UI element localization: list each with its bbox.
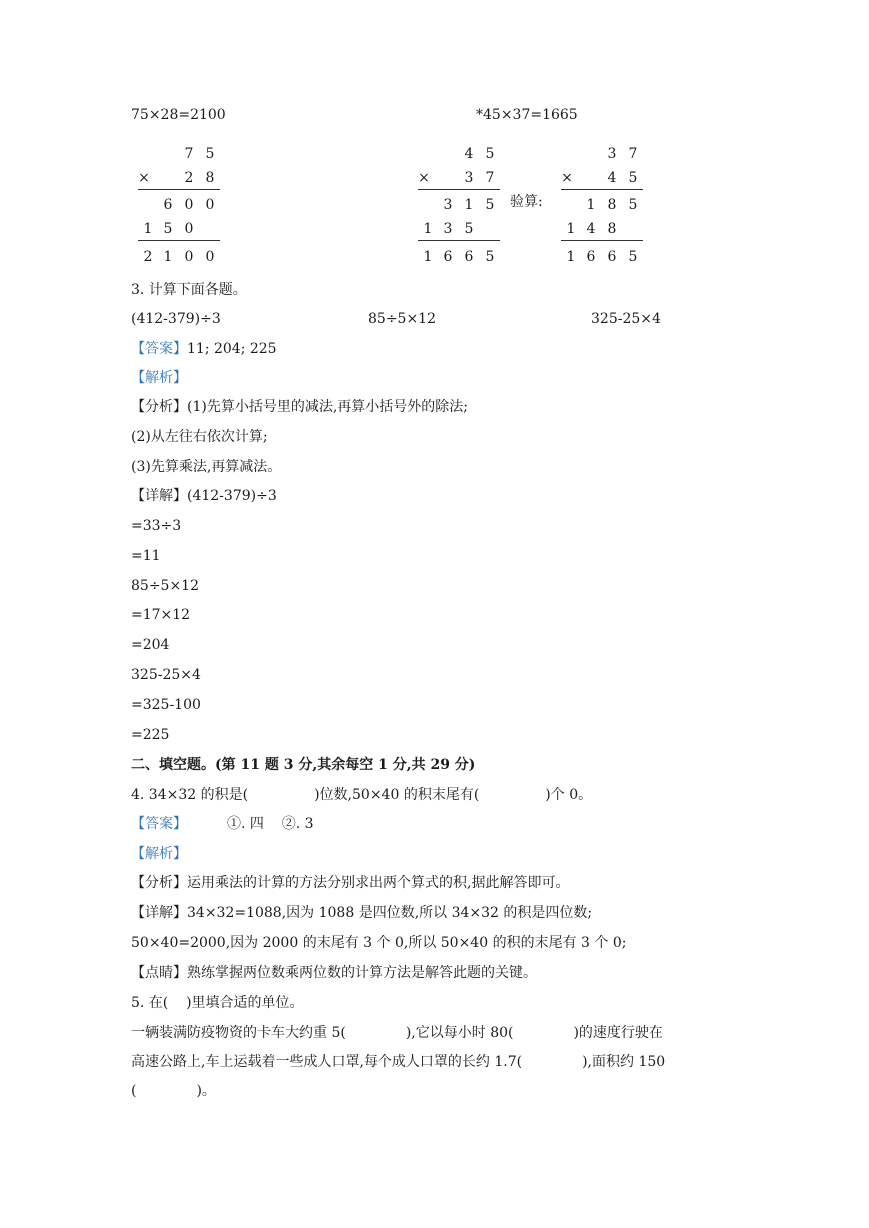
- q4-xiangjie-line: 【详解】34×32=1088,因为 1088 是四位数,所以 34×32 的积是四位数;: [131, 905, 593, 921]
- q3-step: 325-25×4: [131, 667, 201, 683]
- q3-fenxi-3: (3)先算乘法,再算减法。: [131, 459, 282, 475]
- q3-step: =17×12: [131, 607, 191, 623]
- answer-tag: 【答案】: [131, 816, 187, 832]
- q3-answer-line: [131, 340, 277, 358]
- q3-jiexi-tag: 【解析】: [131, 370, 187, 386]
- q3-step: =225: [131, 727, 170, 743]
- q4-answer: ①. 四 ②. 3: [227, 816, 314, 832]
- q3-fenxi-2: (2)从左往右依次计算;: [131, 429, 268, 445]
- verify-label: 验算:: [510, 194, 543, 210]
- question-3-title: 3. 计算下面各题。: [131, 282, 247, 298]
- q3-problem-3: 325-25×4: [591, 311, 661, 327]
- xiangjie-tag: 【详解】: [131, 905, 187, 921]
- q4-dianjing-line: 【点睛】熟练掌握两位数乘两位数的计算方法是解答此题的关键。: [131, 965, 537, 981]
- q4-xiangjie-2: 50×40=2000,因为 2000 的末尾有 3 个 0,所以 50×40 的积的末尾有 3 个 0;: [131, 935, 627, 951]
- section-2-title: 二、填空题。(第 11 题 3 分,其余每空 1 分,共 29 分): [131, 757, 476, 773]
- q5-line-3: ( )。: [131, 1083, 216, 1099]
- q5-line-2: 高速公路上,车上运载着一些成人口罩,每个成人口罩的长约 1.7( ),面积约 150: [131, 1054, 666, 1070]
- vertical-calc-45x37: 4 5 × 3 7 3 1 5 1 3 5 1 6 6 5: [418, 145, 500, 270]
- dianjing-tag: 【点睛】: [131, 965, 187, 981]
- divider-line: [138, 189, 220, 190]
- question-4-text: 4. 34×32 的积是( )位数,50×40 的积末尾有( )个 0。: [131, 787, 593, 803]
- question-5-title: 5. 在( )里填合适的单位。: [131, 995, 304, 1011]
- q3-step: 85÷5×12: [131, 578, 199, 594]
- fenxi-tag: 【分析】: [131, 399, 187, 415]
- q3-xiangjie-line: 【详解】(412-379)÷3: [131, 488, 277, 504]
- equation-45x37: *45×37=1665: [476, 107, 578, 123]
- q3-problem-2: 85÷5×12: [368, 311, 436, 327]
- divider-line: [418, 189, 500, 190]
- divider-line: [138, 240, 220, 241]
- equation-75x28: 75×28=2100: [131, 107, 226, 123]
- divider-line: [561, 189, 643, 190]
- q3-step: =325-100: [131, 697, 201, 713]
- vertical-calc-75x28: 7 5 × 2 8 6 0 0 1 5 0 2 1 0 0: [138, 145, 220, 270]
- divider-line: [561, 240, 643, 241]
- fenxi-tag: 【分析】: [131, 875, 187, 891]
- answer-tag: 【答案】: [131, 341, 187, 357]
- xiangjie-tag: 【详解】: [131, 488, 187, 504]
- q3-step: =11: [131, 548, 161, 564]
- q4-answer-line: [131, 815, 314, 833]
- q3-fenxi-line: 【分析】(1)先算小括号里的减法,再算小括号外的除法;: [131, 399, 468, 415]
- vertical-calc-37x45: 3 7 × 4 5 1 8 5 1 4 8 1 6 6 5: [561, 145, 643, 270]
- q4-fenxi-line: 【分析】运用乘法的计算的方法分别求出两个算式的积,据此解答即可。: [131, 875, 570, 891]
- divider-line: [418, 240, 500, 241]
- q3-answer: 11; 204; 225: [187, 341, 277, 357]
- q3-problem-1: (412-379)÷3: [131, 311, 221, 327]
- q3-step: =33÷3: [131, 518, 182, 534]
- q4-jiexi-tag: 【解析】: [131, 846, 187, 862]
- q5-line-1: 一辆装满防疫物资的卡车大约重 5( ),它以每小时 80( )的速度行驶在: [131, 1025, 663, 1041]
- q3-step: =204: [131, 637, 170, 653]
